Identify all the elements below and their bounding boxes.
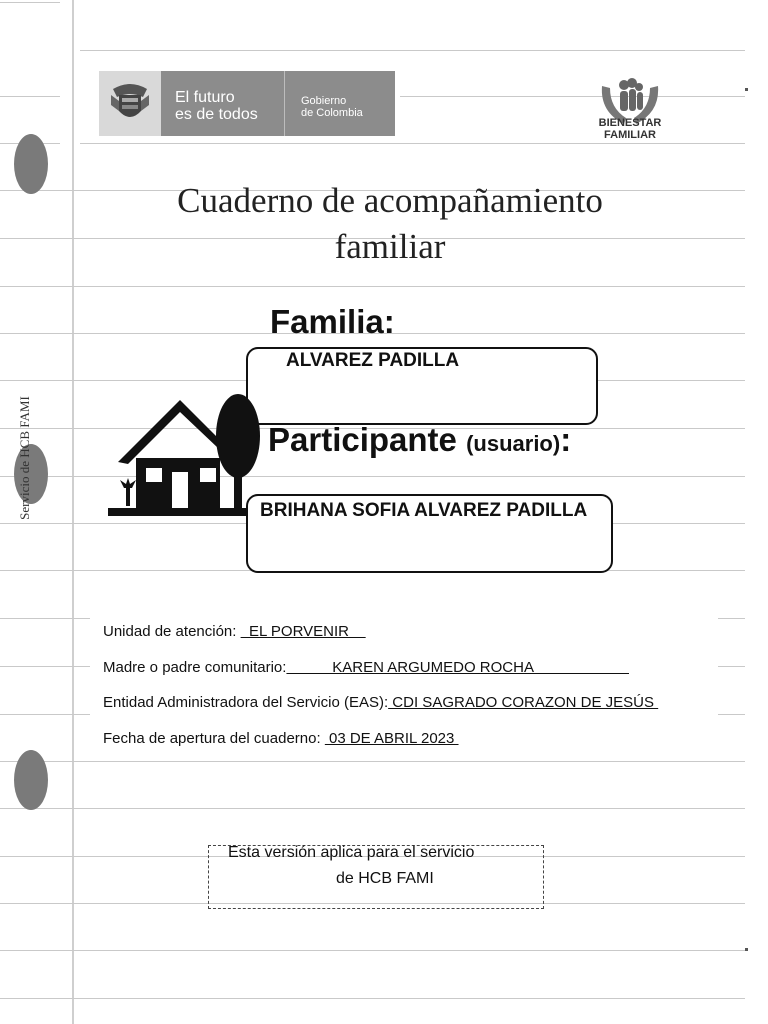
edge-mark [745,948,748,951]
punch-hole [14,134,48,194]
ruled-line [0,761,745,762]
ruled-line [0,618,90,619]
familia-label: Familia: [270,303,395,340]
ruled-line [80,50,745,51]
ruled-line [718,714,745,715]
version-note-box [208,845,544,909]
document-title [150,178,630,270]
ruled-line [718,618,745,619]
logo-slogan [175,89,258,123]
gov-line-2: de Colombia [301,107,363,119]
fecha-apertura-label: Fecha de apertura del cuaderno: [103,730,321,747]
unidad-atencion-value: EL PORVENIR [240,623,366,640]
fecha-apertura-value: 03 DE ABRIL 2023 [324,730,459,747]
logo-divider [284,71,285,136]
ruled-line [0,96,60,97]
unidad-atencion-field [103,623,366,641]
title-line-1: Cuaderno de acompañamiento [177,181,603,220]
bienestar-familiar-logo-text [594,117,666,141]
eas-field [103,694,658,712]
unidad-atencion-label: Unidad de atención: [103,623,237,640]
fecha-apertura-field [103,730,459,748]
madre-padre-label: Madre o padre comunitario: [103,659,287,676]
ruled-line [0,2,60,3]
edge-mark [745,88,748,91]
ruled-line [0,666,90,667]
ruled-line [718,666,745,667]
familia-value: ALVAREZ PADILLA [286,350,460,371]
bf-line-2: FAMILIAR [604,129,656,141]
participante-label: Participante [268,421,457,458]
eas-label: Entidad Administradora del Servicio (EAS): [103,694,389,711]
government-logo [99,71,395,136]
title-line-2: familiar [334,227,446,266]
participante-heading [268,420,571,464]
side-service-label: Servicio de HCB FAMI [16,396,32,520]
madre-padre-value: KAREN ARGUMEDO ROCHA [286,659,629,676]
gov-line-1: Gobierno [301,95,347,107]
notebook-margin-line [72,0,74,1024]
logo-government-text [301,95,363,119]
participante-value: BRIHANA SOFIA ALVAREZ PADILLA [260,500,588,521]
ruled-line [0,286,745,287]
version-note-line-1: Esta versión aplica para el servicio [228,844,475,861]
punch-hole [14,750,48,810]
ruled-line [400,96,745,97]
slogan-line-1: El futuro [175,89,235,106]
ruled-line [0,714,90,715]
version-note-line-2: de HCB FAMI [336,870,434,887]
slogan-line-2: es de todos [175,106,258,123]
participante-colon: : [560,421,572,458]
coat-of-arms-icon [99,71,161,136]
ruled-line [0,950,745,951]
participante-sub-label: (usuario) [466,431,561,456]
ruled-line [0,808,745,809]
ruled-line [0,998,745,999]
madre-padre-field [103,659,629,677]
eas-value: CDI SAGRADO CORAZON DE JESÚS [388,694,659,711]
bf-line-1: BIENESTAR [598,117,662,129]
